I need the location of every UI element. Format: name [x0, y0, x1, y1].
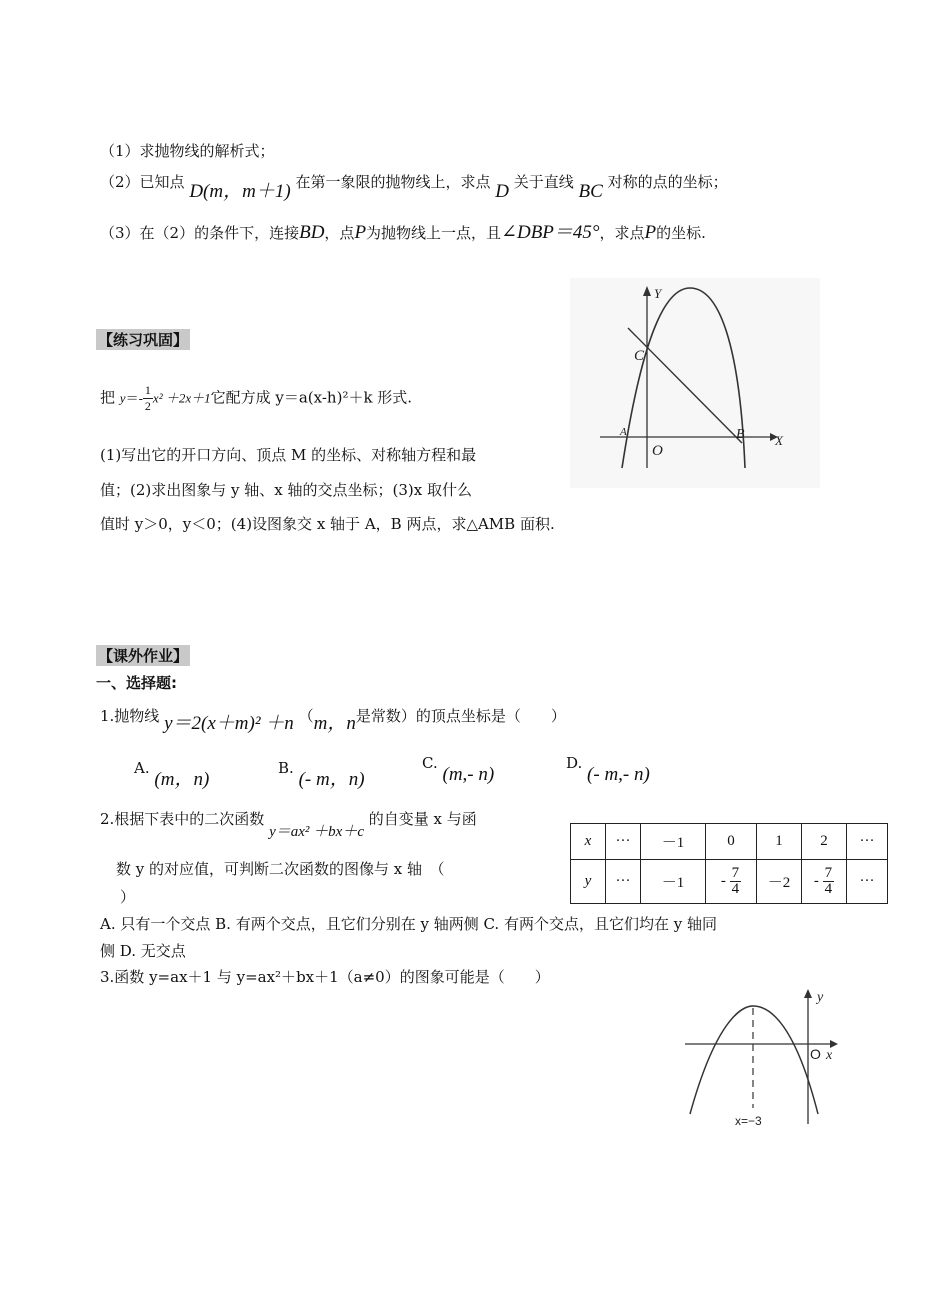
table-cell: －1 [641, 824, 706, 860]
hw-q1-line [100, 700, 566, 734]
option-a-value: (m，n) [154, 769, 210, 790]
homework-section-title: 一、选择题: [96, 674, 177, 692]
hw-q2-prefix: 2.根据下表中的二次函数 [100, 810, 265, 828]
frac-den: 4 [824, 881, 833, 897]
hw-q2-suffix: 的自变量 x 与函 [368, 810, 477, 828]
part2-BC: BC [578, 181, 603, 202]
neg-sign: - [720, 872, 726, 889]
part2-mid: 在第一象限的抛物线上，求点 [295, 173, 491, 191]
option-d-value: (- m,- n) [587, 764, 650, 785]
practice-frac-num: 1 [144, 383, 151, 397]
graph2-y-label: y [817, 990, 824, 1005]
part2-line [100, 166, 728, 202]
practice-formula-eq: ＝- [125, 390, 143, 406]
parabola-graph-2 [680, 984, 850, 1134]
table-cell: 0 [706, 824, 757, 860]
graph1-x-label: X [775, 433, 783, 448]
option-d-label: D. [566, 754, 583, 772]
graph2-x-arrow [830, 1040, 838, 1048]
fraction-7-4 [730, 866, 742, 897]
hw-q1-mn: m，n [313, 713, 356, 734]
practice-intro-suffix: 它配方成 y＝a(x-h)²＋k 形式. [210, 388, 413, 407]
practice-q1: (1)写出它的开口方向、顶点 M 的坐标、对称轴方程和最 [100, 446, 477, 464]
graph2-parabola [690, 1006, 818, 1114]
part3-suffix: 的坐标. [656, 224, 706, 242]
hw-q2-line3: ） [120, 888, 136, 906]
table-cell: －2 [757, 860, 802, 904]
practice-intro [100, 383, 412, 414]
practice-intro-prefix: 把 [100, 388, 116, 407]
part2-point: D(m，m＋1) [189, 181, 291, 202]
part3-BD: BD [299, 222, 325, 243]
frac-num: 7 [824, 865, 833, 881]
practice-formula-rest: x² ＋2x＋1 [152, 390, 211, 406]
table-cell: y [571, 860, 606, 904]
hw-q2-line1 [100, 808, 477, 840]
table-cell: 2 [802, 824, 847, 860]
part3-prefix: （3）在（2）的条件下，连接 [100, 224, 300, 242]
hw-q1-formula: y＝2(x＋m)² ＋n [164, 713, 294, 734]
value-table [570, 823, 888, 904]
graph1-a-label: A [620, 426, 627, 438]
practice-q2: 值；(2)求出图象与 y 轴、x 轴的交点坐标；(3)x 取什么 [100, 481, 472, 499]
table-cell: －1 [641, 860, 706, 904]
table-cell: 1 [757, 824, 802, 860]
table-cell: x [571, 824, 606, 860]
option-c-label: C. [422, 754, 438, 772]
table-cell: ··· [847, 824, 888, 860]
table-cell: ··· [606, 824, 641, 860]
part3-mid2: 为抛物线上一点，且 [366, 224, 502, 242]
practice-frac-den: 2 [144, 399, 151, 413]
frac-den: 4 [731, 881, 740, 897]
option-b-value: (- m，n) [298, 769, 365, 790]
table-row-x [571, 824, 888, 860]
hw-q1-option-b [278, 752, 365, 790]
hw-q3-text: 3.函数 y=ax＋1 与 y=ax²＋bx＋1（a≠0）的图象可能是（ ） [100, 968, 550, 986]
option-c-value: (m,- n) [442, 764, 495, 785]
graph1-b-label: B [736, 427, 745, 442]
frac-num: 7 [731, 865, 740, 881]
hw-q1-option-d [566, 752, 650, 785]
table-row-y [571, 860, 888, 904]
parabola-graph-1 [570, 278, 820, 488]
graph2-x-label: x [826, 1048, 833, 1063]
hw-q2-options-2: 侧 D. 无交点 [100, 942, 186, 960]
table-cell [706, 860, 757, 904]
part2-mid2: 关于直线 [513, 173, 574, 191]
part3-angle: ∠DBP＝45° [501, 222, 600, 243]
part3-line [100, 217, 706, 244]
hw-q1-prefix: 1.抛物线 [100, 707, 160, 725]
table-cell: ··· [606, 860, 641, 904]
hw-q1-paren: （ [298, 707, 314, 725]
practice-heading: 【练习巩固】 [98, 331, 189, 349]
practice-fraction [143, 383, 153, 414]
practice-q3: 值时 y＞0，y＜0；(4)设图象交 x 轴于 A，B 两点，求△AMB 面积. [100, 515, 555, 533]
part3-mid: ，点 [324, 224, 355, 242]
graph1-o-label: O [652, 443, 663, 459]
hw-q2-options: A. 只有一个交点 B. 有两个交点，且它们分别在 y 轴两侧 C. 有两个交点，且它们均在 y 轴同 [100, 915, 717, 933]
graph2-axis-label: x=−3 [735, 1114, 762, 1128]
graph2-y-arrow [804, 989, 812, 998]
table-cell [802, 860, 847, 904]
hw-q1-option-c [422, 752, 495, 785]
table-cell: ··· [847, 860, 888, 904]
part2-D: D [495, 181, 509, 202]
part3-P: P [354, 222, 367, 243]
hw-q1-option-a [134, 752, 210, 790]
fraction-7-4 [823, 866, 835, 897]
part1-text: （1）求抛物线的解析式； [100, 142, 275, 160]
graph1-y-label: Y [654, 286, 662, 301]
graph1-c-label: C [634, 348, 645, 364]
option-a-label: A. [134, 759, 150, 777]
part2-prefix: （2）已知点 [100, 173, 185, 191]
practice-formula-y: y [119, 390, 126, 406]
graph2-o-label: O [810, 1046, 821, 1062]
hw-q2-line2: 数 y 的对应值，可判断二次函数的图像与 x 轴 （ [116, 860, 445, 878]
hw-q2-formula: y＝ax² ＋bx＋c [269, 824, 364, 840]
hw-q1-suffix: 是常数）的顶点坐标是（ ） [355, 707, 566, 725]
graph1-background [570, 278, 820, 488]
neg-sign: - [813, 872, 819, 889]
part3-mid3: ，求点 [599, 224, 645, 242]
option-b-label: B. [278, 759, 294, 777]
part2-suffix: 对称的点的坐标； [607, 173, 728, 191]
homework-heading: 【课外作业】 [98, 647, 189, 665]
part3-P2: P [644, 222, 657, 243]
